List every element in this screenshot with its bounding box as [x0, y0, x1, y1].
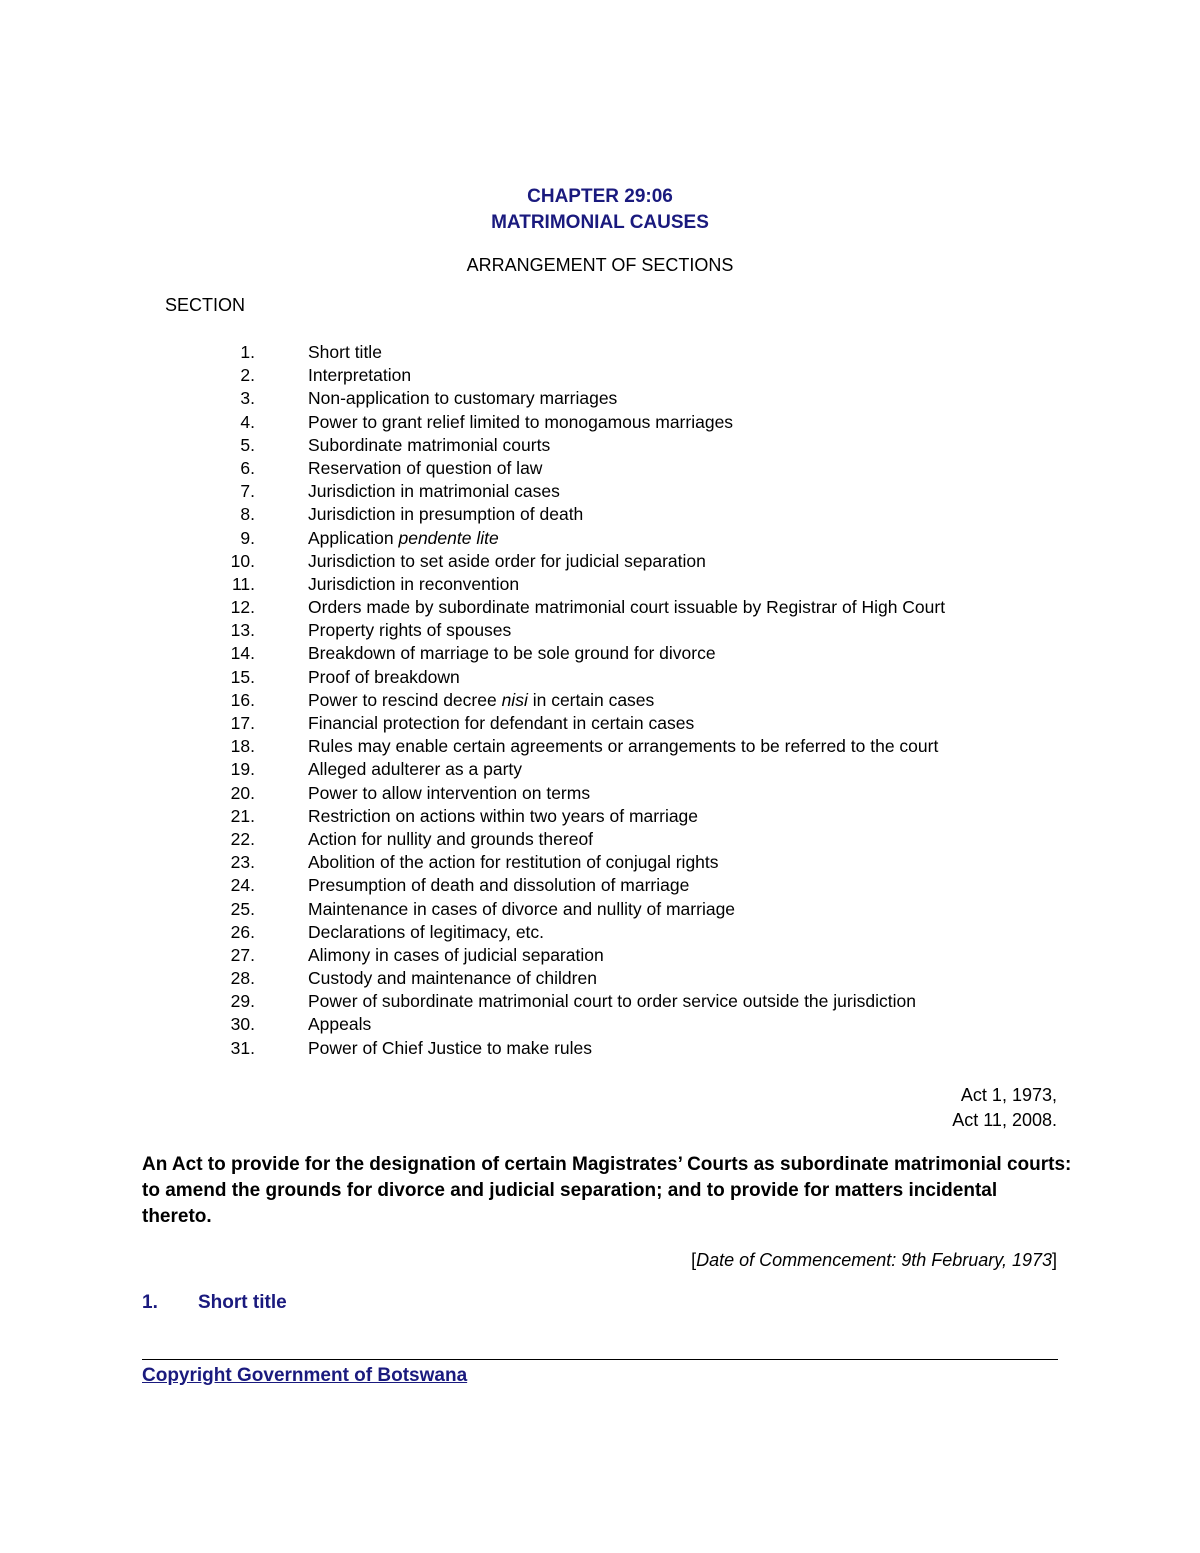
toc-item	[0, 527, 1200, 550]
toc-item-number: 23.	[230, 852, 255, 873]
section-heading-title: Short title	[198, 1292, 287, 1313]
toc-item	[0, 503, 1200, 526]
toc-item-title	[308, 642, 716, 665]
toc-item	[0, 921, 1200, 944]
toc-title-text: Breakdown of marriage to be sole ground for divorce	[308, 643, 716, 664]
toc-item-title	[308, 874, 689, 897]
toc-item	[0, 1013, 1200, 1036]
toc-item	[0, 735, 1200, 758]
toc-item-number: 6.	[240, 457, 255, 478]
toc-item-number: 5.	[240, 434, 255, 455]
toc-title-text: Power of Chief Justice to make rules	[308, 1037, 593, 1058]
toc-item	[0, 550, 1200, 573]
toc-item-title	[308, 758, 522, 781]
toc-item	[0, 619, 1200, 642]
toc-item	[0, 364, 1200, 387]
toc-title-text: Application	[308, 527, 399, 548]
toc-item	[0, 642, 1200, 665]
act-references	[952, 1083, 1057, 1133]
toc-title-text: Proof of breakdown	[308, 666, 460, 687]
commencement-date	[691, 1250, 1057, 1271]
toc-title-text: Reservation of question of law	[308, 457, 543, 478]
section-column-label: SECTION	[165, 295, 246, 315]
toc-title-text: Declarations of legitimacy, etc.	[308, 921, 545, 942]
toc-item-number: 3.	[240, 388, 255, 409]
toc-title-text: Short title	[308, 342, 382, 362]
toc-item	[0, 758, 1200, 781]
bracket-close: ]	[1051, 1250, 1057, 1270]
toc-item	[0, 828, 1200, 851]
toc-item-number: 12.	[230, 597, 255, 618]
toc-title-text: Property rights of spouses	[308, 620, 512, 641]
toc-item	[0, 411, 1200, 434]
section-heading	[142, 1292, 287, 1314]
toc-item-number: 25.	[230, 898, 255, 919]
toc-title-text: Interpretation	[308, 365, 412, 386]
toc-item-title	[308, 596, 945, 619]
toc-title-text: Presumption of death and dissolution of marriage	[308, 875, 690, 896]
toc-title-text: Appeals	[308, 1014, 372, 1035]
toc-item-title	[308, 828, 593, 851]
toc-item	[0, 851, 1200, 874]
toc-item-title	[308, 805, 698, 828]
toc-item-number: 27.	[230, 944, 255, 965]
toc-item	[0, 341, 1200, 364]
toc-title-text: Restriction on actions within two years of marriage	[308, 805, 699, 826]
toc-title-text: Custody and maintenance of children	[308, 968, 597, 989]
toc-item-number: 22.	[230, 828, 255, 849]
toc-item-title	[308, 364, 411, 387]
toc-title-text: Action for nullity and grounds thereof	[308, 828, 594, 849]
toc-item	[0, 874, 1200, 897]
toc-item-number: 4.	[240, 411, 255, 432]
toc-item-title	[308, 480, 560, 503]
toc-title-text: Rules may enable certain agreements or arrangements to be referred to the court	[308, 736, 939, 757]
toc-item-title	[308, 434, 550, 457]
toc-item	[0, 596, 1200, 619]
toc-item-number: 11.	[231, 573, 255, 594]
toc-item-number: 20.	[230, 782, 255, 803]
toc-item	[0, 990, 1200, 1013]
toc-item-number: 14.	[230, 643, 255, 664]
toc-title-latin-term: nisi	[501, 689, 528, 710]
toc-item-number: 2.	[240, 365, 255, 386]
toc-item-title	[308, 851, 719, 874]
toc-item-number: 18.	[230, 736, 255, 757]
toc-item-title	[308, 689, 654, 712]
toc-title-text: Alimony in cases of judicial separation	[308, 944, 604, 965]
toc-title-text: Subordinate matrimonial courts	[308, 434, 551, 455]
toc-item-number: 29.	[230, 991, 255, 1012]
toc-item-number: 9.	[240, 527, 255, 548]
toc-item-title	[308, 457, 542, 480]
toc-title-text: Jurisdiction in presumption of death	[308, 504, 584, 525]
toc-title-text: Abolition of the action for restitution of conjugal rights	[308, 852, 719, 873]
toc-item-number: 8.	[240, 504, 255, 525]
toc-item-number: 17.	[230, 713, 255, 733]
commencement-text: Date of Commencement: 9th February, 1973	[696, 1250, 1052, 1270]
toc-title-text: Alleged adulterer as a party	[308, 759, 523, 780]
toc-item-number: 16.	[230, 689, 255, 710]
act-reference: Act 1, 1973,	[960, 1085, 1057, 1105]
toc-item	[0, 712, 1200, 735]
toc-title-text: in certain cases	[527, 689, 655, 710]
toc-item-number: 28.	[230, 968, 255, 989]
toc-item-title	[308, 550, 706, 573]
bracket-open: [	[691, 1250, 697, 1270]
toc-item-title	[308, 1037, 592, 1060]
toc-item	[0, 805, 1200, 828]
toc-title-text: Financial protection for defendant in certain cases	[308, 713, 695, 733]
toc-item	[0, 1037, 1200, 1060]
toc-title-text: Power to grant relief limited to monogamous marriages	[308, 411, 734, 432]
toc-title-latin-term: pendente lite	[398, 527, 499, 548]
toc-title-text: Jurisdiction in matrimonial cases	[308, 481, 560, 502]
toc-item-number: 1.	[240, 342, 255, 362]
toc-item-title	[308, 503, 583, 526]
footer-divider	[142, 1359, 1058, 1360]
toc-title-text: Power to rescind decree	[308, 689, 502, 710]
toc-item-title	[308, 944, 604, 967]
toc-item-title	[308, 921, 544, 944]
toc-item	[0, 457, 1200, 480]
toc-item-title	[308, 1013, 371, 1036]
toc-item-number: 13.	[230, 620, 255, 641]
toc-item-title	[308, 735, 938, 758]
toc-item-number: 10.	[230, 550, 255, 571]
toc-title-text: Power of subordinate matrimonial court to order service outside the jurisdiction	[308, 991, 916, 1012]
toc-item-number: 7.	[240, 481, 255, 502]
toc-item-title	[308, 666, 460, 689]
toc-item-title	[308, 573, 519, 596]
toc-item	[0, 434, 1200, 457]
toc-title-text: Power to allow intervention on terms	[308, 782, 591, 803]
copyright-link[interactable]: Copyright Government of Botswana	[142, 1365, 468, 1386]
toc-item-title	[308, 712, 694, 735]
toc-item-number: 19.	[230, 759, 255, 780]
arrangement-heading: ARRANGEMENT OF SECTIONS	[466, 255, 734, 275]
toc-item	[0, 898, 1200, 921]
section-heading-number: 1.	[142, 1292, 158, 1313]
toc-item-number: 26.	[230, 921, 255, 942]
toc-item-title	[308, 990, 916, 1013]
toc-item	[0, 387, 1200, 410]
toc-item	[0, 944, 1200, 967]
act-reference: Act 11, 2008.	[952, 1110, 1057, 1130]
toc-item-title	[308, 619, 511, 642]
toc-item-title	[308, 527, 499, 550]
toc-item-number: 31.	[230, 1037, 255, 1058]
act-title: MATRIMONIAL CAUSES	[491, 212, 709, 233]
toc-title-text: Non-application to customary marriages	[308, 388, 618, 409]
long-title: An Act to provide for the designation of certain Magistrates’ Courts as subordinate matrimonial courts: to amend the grounds for divorce and judicial separation; and to provide for matters incidental thereto.	[142, 1154, 1072, 1227]
toc-title-text: Orders made by subordinate matrimonial court issuable by Registrar of High Court	[308, 597, 946, 618]
toc-item	[0, 782, 1200, 805]
toc-item-title	[308, 387, 617, 410]
toc-title-text: Maintenance in cases of divorce and nullity of marriage	[308, 898, 736, 919]
toc-item	[0, 689, 1200, 712]
table-of-contents	[0, 341, 1200, 1060]
toc-item-number: 15.	[230, 666, 255, 687]
toc-item-title	[308, 341, 382, 364]
toc-item-title	[308, 782, 590, 805]
toc-item-number: 24.	[230, 875, 255, 896]
toc-title-text: Jurisdiction in reconvention	[308, 573, 520, 594]
toc-item-number: 30.	[230, 1014, 255, 1035]
toc-title-text: Jurisdiction to set aside order for judicial separation	[308, 550, 706, 571]
toc-item	[0, 480, 1200, 503]
toc-item-number: 21.	[230, 805, 255, 826]
toc-item	[0, 573, 1200, 596]
toc-item-title	[308, 898, 735, 921]
toc-item-title	[308, 967, 597, 990]
toc-item	[0, 967, 1200, 990]
chapter-number: CHAPTER 29:06	[527, 186, 673, 207]
toc-item-title	[308, 411, 733, 434]
toc-item	[0, 666, 1200, 689]
